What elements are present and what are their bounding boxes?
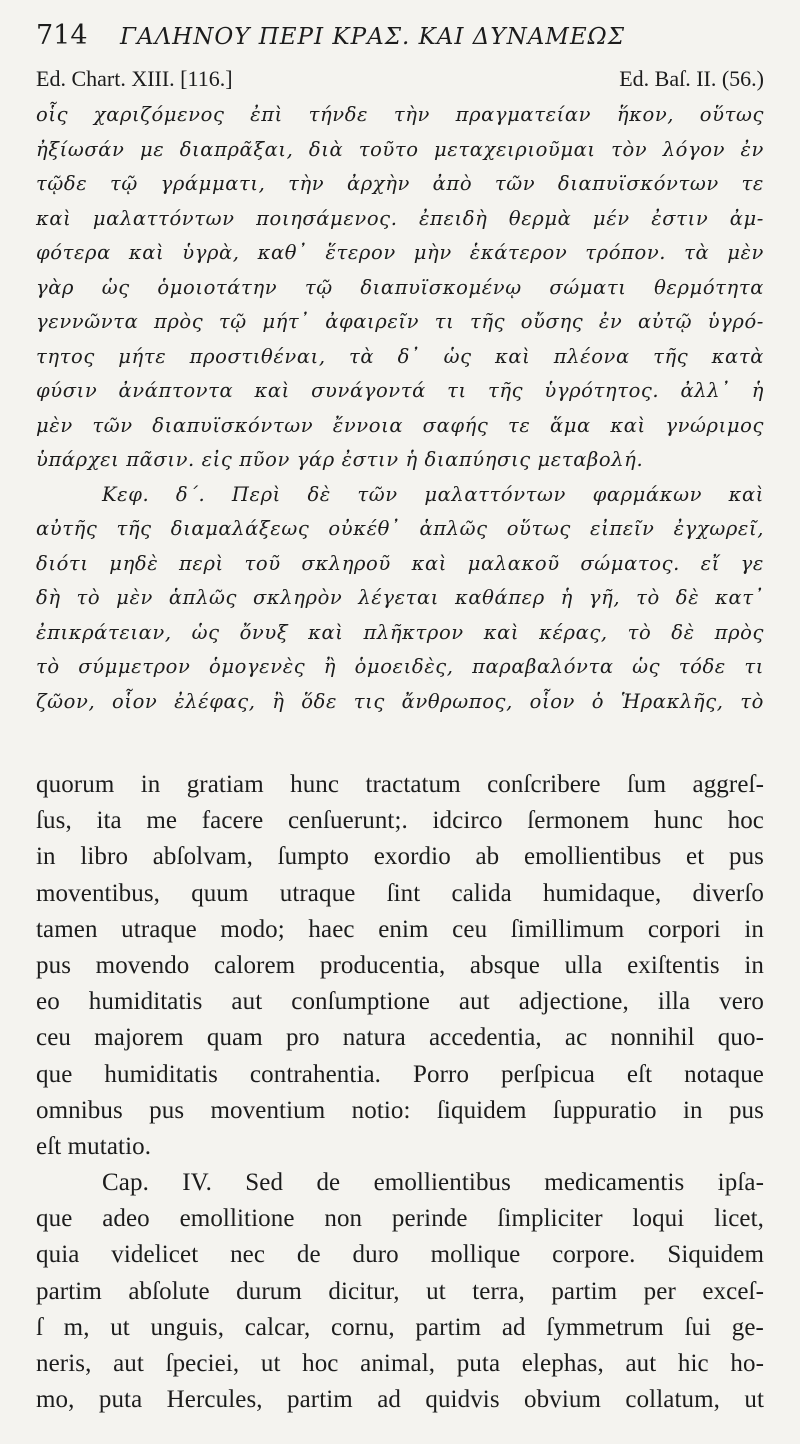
greek-line: γὰρ ὡς ὁμοιοτάτην τῷ διαπυϊσκομένῳ σώματι θερμότητα [36,275,764,299]
greek-line: διότι μηδὲ περὶ τοῦ σκληροῦ καὶ μαλακοῦ σώματος. εἴ γε [36,551,764,575]
greek-line: δὴ τὸ μὲν ἁπλῶς σκληρὸν λέγεται καθάπερ ἡ γῆ, τὸ δὲ κατ᾿ [36,586,764,609]
greek-line: τὸ σύμμετρον ὁμογενὲς ἢ ὁμοειδὲς, παραβαλόντα ὡς τόδε τι [36,655,764,678]
greek-text-block [36,98,764,719]
greek-line: καὶ μαλαττόντων ποιησάμενος. ἐπειδὴ θερμὰ μέν ἐστιν ἀμ- [36,206,764,230]
latin-line: partim abſolute durum dicitur, ut terra, partim per exceſ- [36,1277,764,1305]
greek-line: φότερα καὶ ὑγρὰ, καθ᾿ ἕτερον μὴν ἑκάτερον τρόπον. τὰ μὲν [36,241,764,264]
latin-line: ſ m, ut unguis, calcar, cornu, partim ad ſymmetrum ſui ge- [36,1313,764,1341]
latin-line: ſus, ita me facere cenſuerunt;. idcirco ſermonem hunc hoc [36,807,764,835]
greek-line: ἠξίωσάν με διαπρᾶξαι, διὰ τοῦτο μεταχειριοῦμαι τὸν λόγον ἐν [36,137,764,161]
latin-line: pus movendo calorem producentia, absque ulla exiſtentis in [36,951,764,979]
latin-line: moventibus, quum utraque ſint calida humidaque, diverſo [36,879,764,907]
edition-reference-line [36,64,764,94]
greek-line: τῷδε τῷ γράμματι, τὴν ἀρχὴν ἀπὸ τῶν διαπυϊσκόντων τε [36,172,764,195]
latin-line: tamen utraque modo; haec enim ceu ſimillimum corpori in [36,915,764,943]
greek-line: φύσιν ἀνάπτοντα καὶ συνάγοντά τι τῆς ὑγρότητος. ἀλλ᾿ ἡ [36,379,764,402]
latin-line: in libro abſolvam, ſumpto exordio ab emollientibus et pus [36,843,764,871]
greek-line: ὑπάρχει πᾶσιν. εἰς πῦον γάρ ἐστιν ἡ διαπύησις μεταβολή. [36,448,644,471]
greek-line: γεννῶντα πρὸς τῷ μήτ᾿ ἀφαιρεῖν τι τῆς οὔσης ἐν αὐτῷ ὑγρό- [36,310,764,333]
latin-line: eo humiditatis aut conſumptione aut adjectione, illa vero [36,988,764,1016]
latin-chapter-heading-line: Cap. IV. Sed de emollientibus medicamentis ipſa- [102,1169,764,1197]
latin-line: que humiditatis contrahentia. Porro perſpicua eſt notaque [36,1060,764,1088]
page-number: 714 [36,20,88,51]
greek-line: οἷς χαριζόμενος ἐπὶ τήνδε τὴν πραγματείαν ἥκον, οὕτως [36,103,764,126]
running-head [36,20,764,64]
edition-basel-reference: Ed. Baſ. II. (56.) [619,66,764,91]
latin-line: quia videlicet nec de duro mollique corpore. Siquidem [36,1241,764,1269]
latin-line: quorum in gratiam hunc tractatum conſcribere ſum aggreſ- [36,771,764,798]
running-title: ΓΑΛΗΝΟΥ ΠΕΡΙ ΚΡΑΣ. ΚΑΙ ΔΥΝΑΜΕΩΣ [120,24,625,50]
greek-line: τητος μήτε προστιθέναι, τὰ δ᾿ ὡς καὶ πλέονα τῆς κατὰ [36,344,764,368]
latin-line: ceu majorem quam pro natura accedentia, ac nonnihil quo- [36,1024,764,1052]
latin-line: mo, puta Hercules, partim ad quidvis obvium collatum, ut [36,1386,764,1414]
latin-line: neris, aut ſpeciei, ut hoc animal, puta elephas, aut hic ho- [36,1350,764,1377]
latin-text-block [36,767,764,1418]
latin-line: que adeo emollitione non perinde ſimpliciter loqui licet, [36,1205,764,1233]
greek-line: ζῶον, οἷον ἐλέφας, ἢ ὅδε τις ἄνθρωπος, οἷον ὁ Ἡρακλῆς, τὸ [36,689,764,713]
latin-line: eſt mutatio. [36,1132,152,1160]
latin-line: omnibus pus moventium notio: ſiquidem ſuppuratio in pus [36,1096,764,1124]
greek-line: ἐπικράτειαν, ὡς ὄνυξ καὶ πλῆκτρον καὶ κέρας, τὸ δὲ πρὸς [36,620,764,644]
section-gap [36,719,764,767]
greek-line: μὲν τῶν διαπυϊσκόντων ἔννοια σαφής τε ἅμα καὶ γνώριμος [36,413,764,437]
edition-chart-reference: Ed. Chart. XIII. [116.] [36,66,233,91]
greek-chapter-heading-line: Κεφ. δ΄. Περὶ δὲ τῶν μαλαττόντων φαρμάκων καὶ [102,482,764,506]
greek-line: αὐτῆς τῆς διαμαλάξεως οὐκέθ᾿ ἁπλῶς οὕτως εἰπεῖν ἐγχωρεῖ, [36,517,764,540]
